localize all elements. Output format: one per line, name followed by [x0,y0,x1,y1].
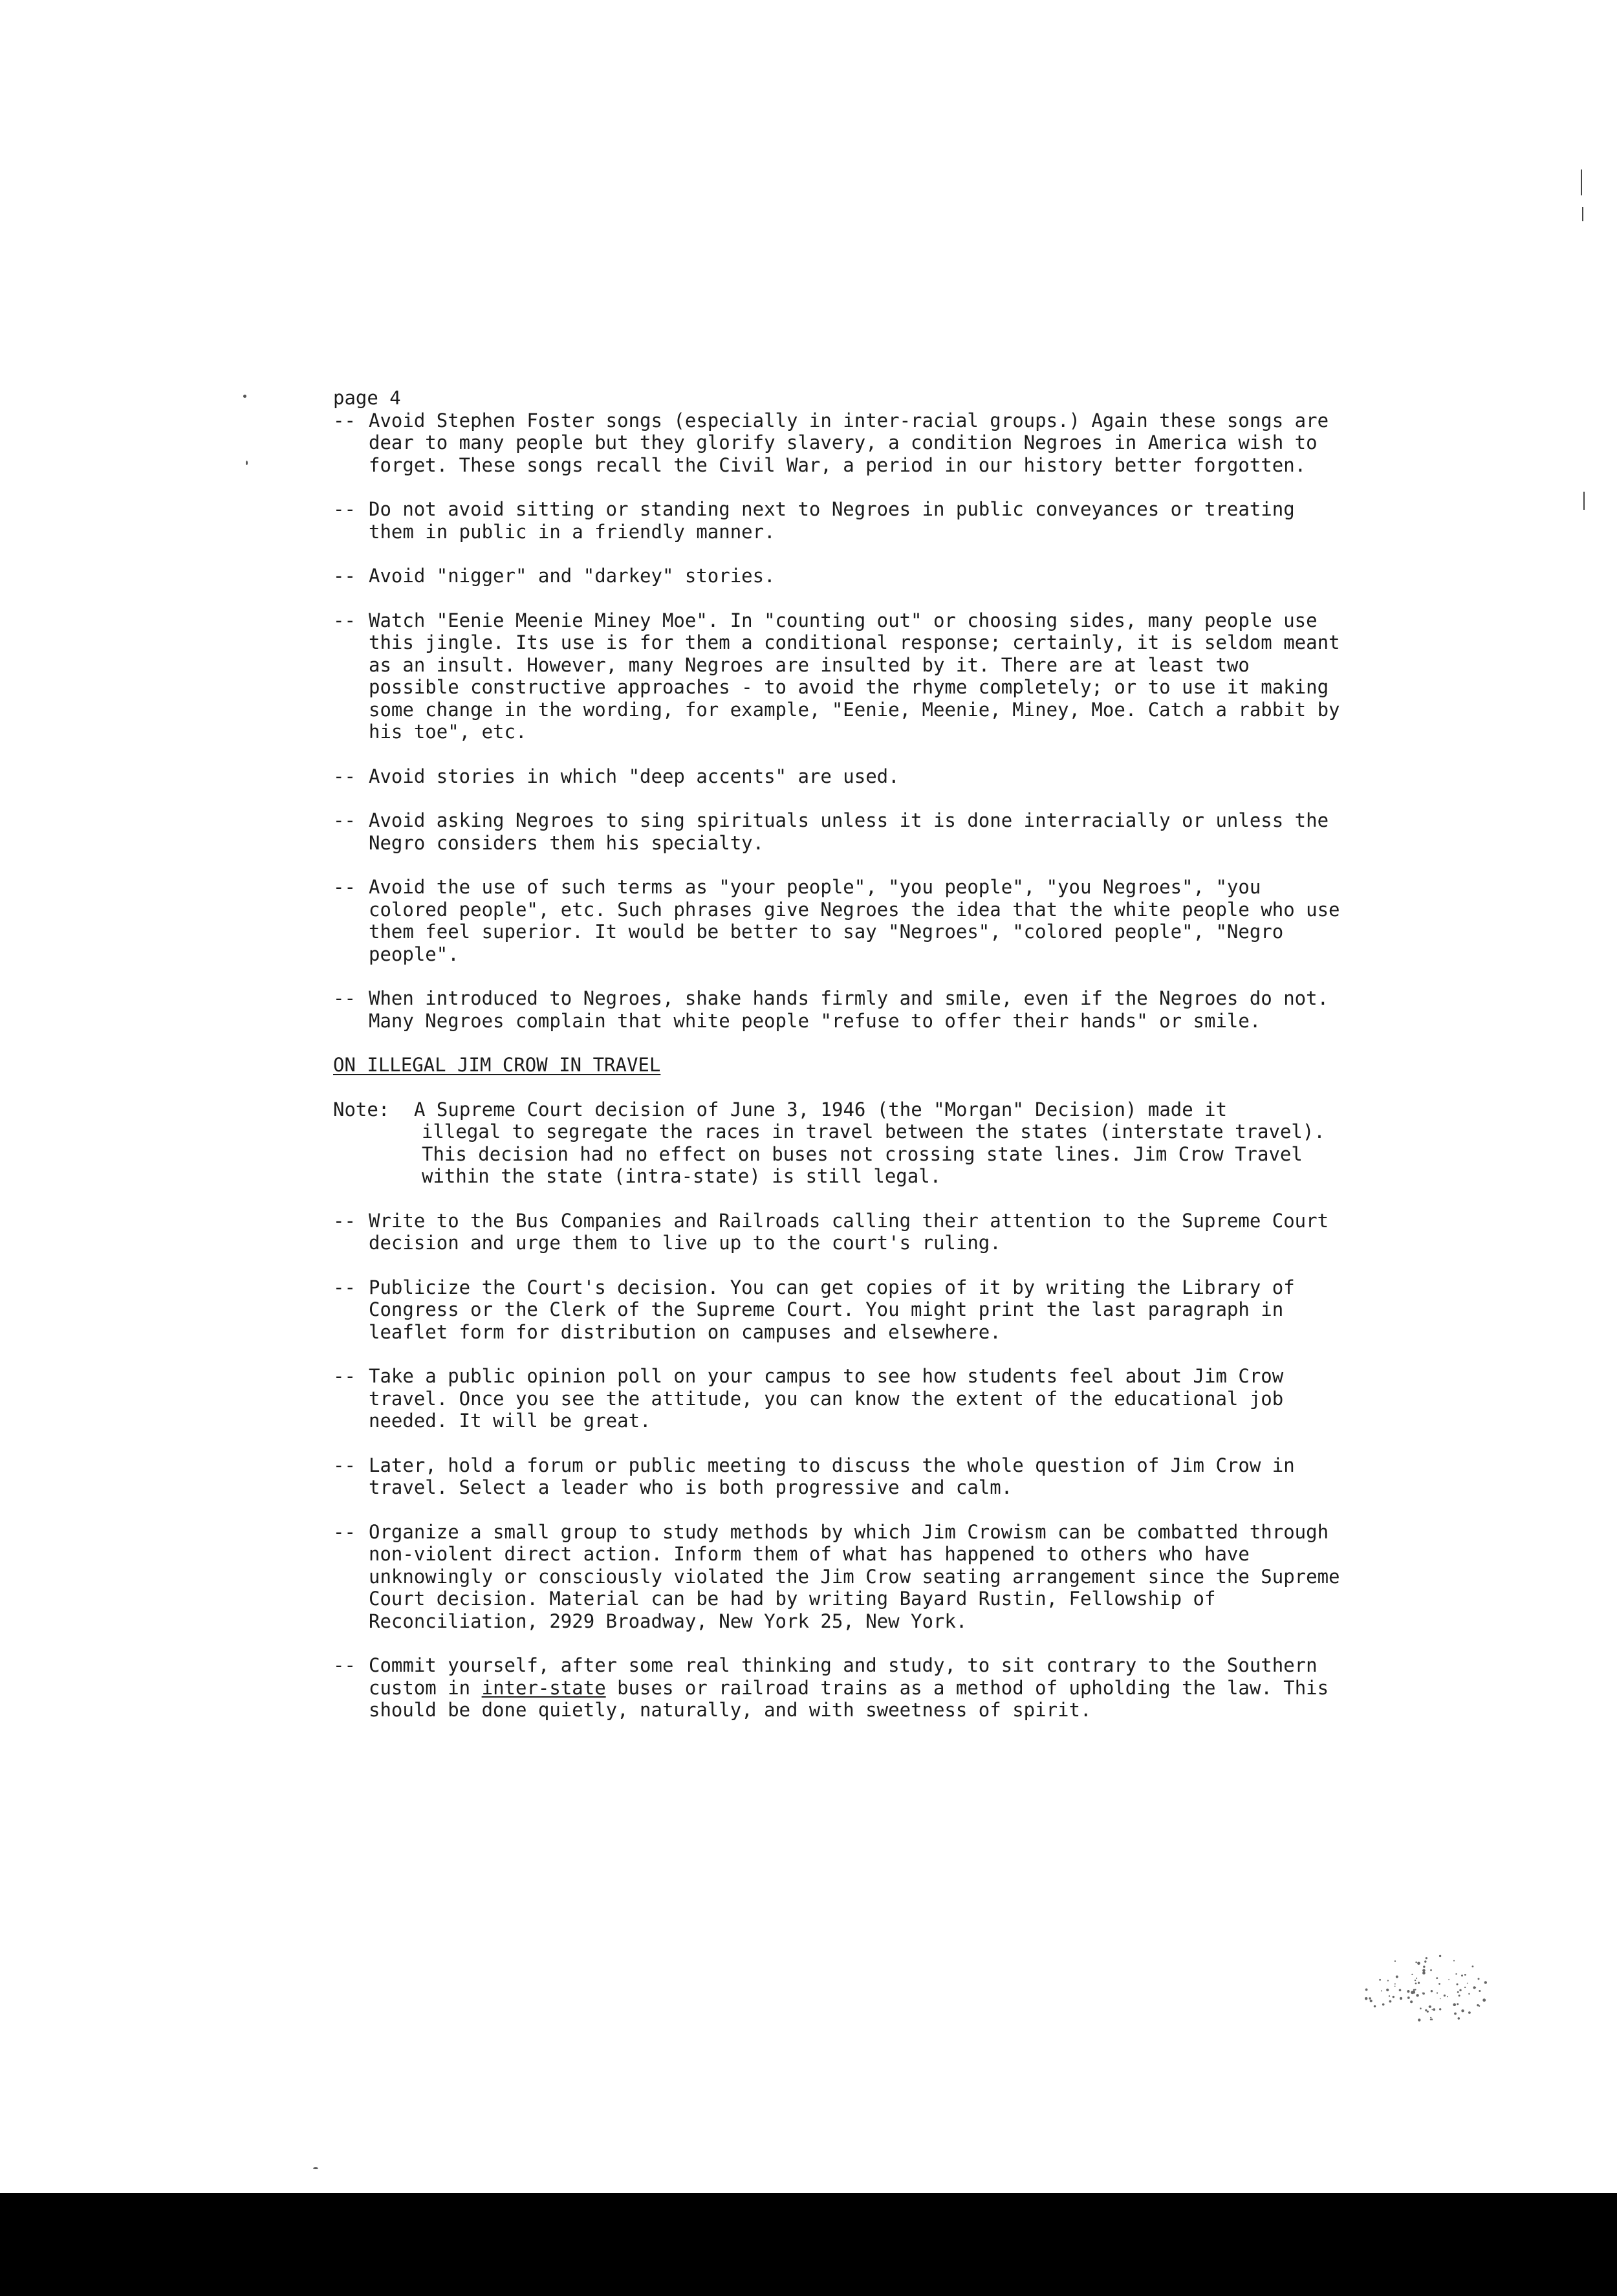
dash-marker: -- [333,1654,356,1676]
noise-dot [1416,1978,1417,1979]
noise-dot [1453,1960,1455,1962]
dash-marker: -- [333,565,356,587]
noise-dot [1433,2008,1435,2011]
list-item-text: Avoid the use of such terms as "your people", "you people", "you Negroes", "you colored people", etc. Such phrases give Negroes the idea that the white people who use them feel superior. It would be better to say "Negroes", "colored people", "Negro people". [369,876,1340,965]
noise-dot [1431,2018,1433,2020]
noise-dot [1458,2017,1460,2020]
noise-dot [1479,2006,1480,2007]
noise-dot [1482,1998,1486,2002]
noise-dot [1417,1962,1420,1965]
scan-speck [243,395,246,398]
list-item-text: Later, hold a forum or public meeting to discuss the whole question of Jim Crow in travel. Select a leader who is both progressive and calm. [369,1454,1295,1498]
scan-edge-mark [1581,169,1582,195]
noise-dot [1464,1974,1466,1976]
noise-dot [1457,2003,1459,2005]
noise-dot [1415,1983,1417,1985]
dash-marker: -- [333,1209,356,1232]
noise-dot [1396,1976,1398,1978]
noise-dot [1455,1973,1457,1974]
noise-dot [1484,1981,1487,1984]
dash-marker: -- [333,1520,356,1543]
noise-dot [1415,1989,1416,1990]
list-item-text: Avoid "nigger" and "darkey" stories. [369,565,776,587]
noise-dot [1400,1997,1402,2000]
dash-marker: -- [333,609,356,631]
noise-dot [1475,1987,1476,1988]
page-content [333,387,1342,1744]
scan-speck [246,461,248,465]
noise-dot [1479,1990,1481,1992]
list-item [333,876,1342,965]
noise-dot [1407,1996,1410,1999]
noise-dot [1411,1974,1413,1975]
noise-dot [1461,1974,1463,1976]
dash-marker: -- [333,409,356,432]
noise-dot [1382,2004,1385,2006]
noise-dot [1457,1984,1459,1985]
dash-marker: -- [333,1365,356,1387]
noise-dot [1374,2005,1376,2007]
noise-dot [1422,1993,1424,1994]
list-item-text: Write to the Bus Companies and Railroads calling their attention to the Supreme Court decision and urge them to live up to the court's ruling. [369,1209,1329,1254]
noise-dot [1424,1960,1426,1962]
note-block [333,1099,1342,1188]
noise-dot [1393,1996,1395,1998]
noise-dot [1415,1962,1416,1963]
page-number: page 4 [333,387,401,409]
noise-dot [1448,1979,1449,1980]
list-item-text: Avoid Stephen Foster songs (especially in inter-racial groups.) Again these songs are dear to many people but they glorify slavery, a condition Negroes in America wish to forget. These songs recall the Civil War, a period in our history better forgotten. [369,409,1329,476]
noise-dot [1423,1965,1425,1967]
noise-dot [1468,2011,1471,2014]
noise-dot [1412,1991,1415,1994]
noise-dot [1439,2008,1441,2010]
noise-dot [1387,1980,1389,1981]
noise-dot [1431,1990,1433,1992]
noise-dot [1389,2000,1392,2003]
noise-dot [1365,1989,1368,1991]
scan-speck [313,2167,318,2169]
noise-dot [1413,1989,1415,1991]
noise-dot [1395,1984,1396,1985]
list-item [333,609,1342,743]
noise-dot [1436,1977,1438,1979]
noise-dot [1430,2017,1431,2018]
list-item-text: Publicize the Court's decision. You can get copies of it by writing the Library of Congress or the Clerk of the Supreme Court. You might print the last paragraph in leaflet form for distribution on campuses and elsewhere. [369,1276,1295,1343]
underlined-term: inter-state [481,1676,606,1699]
list-item [333,410,1342,477]
noise-dot [1467,1983,1468,1984]
noise-dot [1407,1990,1409,1993]
noise-dot [1365,1997,1367,2000]
dash-marker: -- [333,498,356,520]
list-item [333,1654,1342,1722]
list-item-text: Organize a small group to study methods by which Jim Crowism can be combatted through non-violent direct action. Inform them of what has happened to others who have unknowingly or consciously violated the Jim Crow seating arrangement since the Supreme Court decision. Material can be had by writing Bayard Rustin, Fellowship of Reconciliation, 2929 Broadway, New York 25, New York. [369,1520,1340,1632]
list-item [333,987,1342,1032]
noise-dot [1447,1996,1448,1997]
note-text: illegal to segregate the races in travel between the states (interstate travel). This decision had no effect on buses not crossing state lines. Jim Crow Travel within the state (intra-state) is still legal. [422,1121,1325,1187]
noise-dot [1444,1995,1446,1996]
scan-edge-mark [1582,207,1583,221]
noise-dot [1472,1965,1474,1967]
noise-dot [1459,1995,1460,1996]
noise-dot [1440,1998,1441,2000]
noise-dot [1426,1957,1427,1959]
list-item-text: When introduced to Negroes, shake hands firmly and smile, even if the Negroes do not. Many Negroes complain that white people "refuse to offer their hands" or smile. [369,987,1329,1032]
noise-dot [1457,1991,1459,1993]
noise-dot [1399,1989,1402,1991]
scan-bottom-band [0,2193,1617,2296]
noise-dot [1464,1987,1466,1988]
noise-dot [1415,1980,1416,1981]
list-item [333,1521,1342,1633]
list-item [333,1210,1342,1254]
note-body [414,1099,1342,1188]
noise-dot [1431,2009,1433,2011]
noise-dot [1369,1997,1371,1999]
noise-dot [1425,2009,1427,2011]
list-item-text: Avoid asking Negroes to sing spirituals unless it is done interracially or unless the Negro considers them his specialty. [369,809,1329,854]
noise-dot [1429,2006,1431,2008]
noise-dot [1468,1993,1470,1995]
dash-marker: -- [333,876,356,898]
noise-dot [1379,1979,1381,1981]
noise-dot [1418,1982,1420,1984]
noise-dot [1459,1989,1461,1991]
list-item [333,1454,1342,1499]
list-item-text: Avoid stories in which "deep accents" are used. [369,765,900,787]
dash-marker: -- [333,1454,356,1476]
noise-dot [1453,2003,1456,2006]
noise-dot [1386,1989,1389,1991]
note-label: Note: [333,1098,390,1121]
noise-dot [1418,2018,1420,2021]
text-after: buses or railroad trains as a method of upholding the law. This should be done quietly, naturally, and with sweetness of spirit. [369,1676,1329,1721]
list-item [333,1365,1342,1432]
noise-dot [1416,1994,1418,1996]
list-item [333,498,1342,543]
noise-dot [1420,2007,1422,2009]
list-item [333,565,1342,587]
list-item-text: Do not avoid sitting or standing next to Negroes in public conveyances or treating them in public in a friendly manner. [369,498,1295,543]
noise-dot [1381,1990,1382,1991]
noise-dot [1438,1983,1440,1985]
list-item-text: Take a public opinion poll on your campus to see how students feel about Jim Crow travel. Once you see the attitude, you can know the extent of the educational job needed. It will be great. [369,1365,1284,1432]
list-item [333,809,1342,854]
noise-dot [1395,1985,1396,1987]
dash-marker: -- [333,809,356,831]
note-first-line: A Supreme Court decision of June 3, 1946 (the "Morgan" Decision) made it [414,1098,1228,1121]
noise-dot [1437,1993,1438,1994]
list-item [333,765,1342,788]
noise-dot [1389,1995,1390,1996]
noise-dot [1395,1960,1396,1962]
text-before: Commit yourself, after some real thinking and study, to sit contrary to the Southern custom in [369,1654,1318,1699]
noise-dot [1430,2019,1431,2020]
dash-marker: -- [333,1276,356,1298]
dash-marker: -- [333,765,356,787]
section-heading: ON ILLEGAL JIM CROW IN TRAVEL [333,1054,661,1076]
scan-edge-mark [1583,492,1585,510]
noise-dot [1410,2000,1413,2003]
noise-dot [1430,1969,1432,1971]
noise-dot [1439,1955,1441,1957]
noise-dot [1454,2013,1457,2015]
noise-dot [1422,1969,1426,1973]
list-item-text [369,1654,1342,1722]
noise-dot [1478,1978,1480,1980]
noise-dot [1370,2000,1373,2002]
noise-dot [1461,2009,1464,2012]
list-item [333,1276,1342,1344]
dash-marker: -- [333,987,356,1009]
list-item-text: Watch "Eenie Meenie Miney Moe". In "counting out" or choosing sides, many people use this jingle. Its use is for them a conditional response; certainly, it is seldom meant as an insult. However, many Negroes are insulted by it. There are at least two possible constructive approaches - to avoid the rhyme completely; or to use it making some change in the wording, for example, "Eenie, Meenie, Miney, Moe. Catch a rabbit by his toe", etc. [369,609,1340,743]
scan-noise [1352,1941,1501,2038]
